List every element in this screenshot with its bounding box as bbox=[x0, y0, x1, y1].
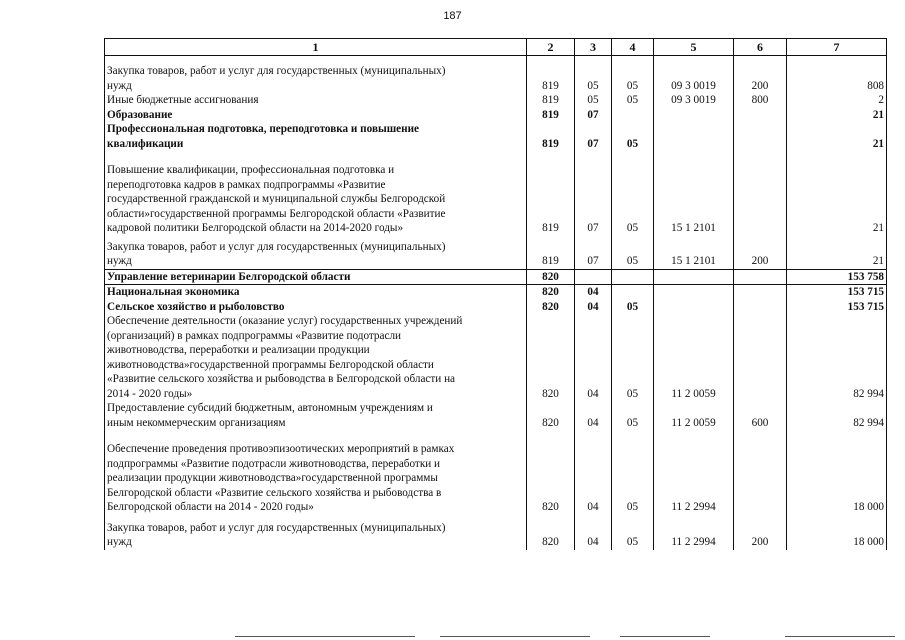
name-cell bbox=[105, 56, 527, 94]
table-body bbox=[105, 56, 887, 550]
name-cell bbox=[105, 285, 527, 300]
name-line: животноводства, переработки и реализации продукции bbox=[107, 344, 370, 356]
table-row bbox=[105, 93, 887, 108]
amount-cell: 21 bbox=[787, 151, 887, 236]
table-row bbox=[105, 269, 887, 285]
column-header-6: 6 bbox=[734, 39, 787, 56]
subsection-code-cell: 05 bbox=[612, 300, 654, 315]
section-code-cell: 07 bbox=[575, 236, 612, 270]
page-number: 187 bbox=[443, 10, 462, 22]
target-article-cell: 15 1 2101 bbox=[654, 236, 734, 270]
target-article-cell: 09 3 0019 bbox=[654, 93, 734, 108]
name-line: (организаций) в рамках подпрограммы «Развитие подотрасли bbox=[107, 329, 402, 342]
column-header-7: 7 bbox=[787, 39, 887, 56]
section-code-cell bbox=[575, 269, 612, 285]
name-line: нужд bbox=[107, 536, 132, 548]
name-cell bbox=[105, 430, 527, 515]
subsection-code-cell: 05 bbox=[612, 430, 654, 515]
admin-code-cell: 820 bbox=[527, 401, 575, 430]
name-line: квалификации bbox=[107, 137, 184, 150]
expense-type-cell bbox=[734, 300, 787, 315]
name-line: Национальная экономика bbox=[107, 286, 240, 298]
section-code-cell: 07 bbox=[575, 108, 612, 123]
name-line: Образование bbox=[107, 108, 173, 121]
amount-cell: 21 bbox=[787, 122, 887, 151]
subsection-code-cell bbox=[612, 285, 654, 300]
name-line: животноводства»государственной программы Белгородской области bbox=[107, 358, 434, 371]
subsection-code-cell: 05 bbox=[612, 151, 654, 236]
name-line: государственной гражданской и муниципальной службы Белгородской bbox=[107, 193, 446, 205]
subsection-code-cell: 05 bbox=[612, 122, 654, 151]
section-code-cell: 05 bbox=[575, 93, 612, 108]
name-cell bbox=[105, 93, 527, 108]
name-cell bbox=[105, 108, 527, 123]
subsection-code-cell: 05 bbox=[612, 236, 654, 270]
admin-code-cell: 819 bbox=[527, 151, 575, 236]
subsection-code-cell bbox=[612, 108, 654, 123]
amount-cell: 808 bbox=[787, 56, 887, 94]
table-row bbox=[105, 151, 887, 236]
amount-cell: 153 715 bbox=[787, 300, 887, 315]
admin-code-cell: 820 bbox=[527, 314, 575, 401]
name-line: нужд bbox=[107, 255, 132, 267]
table-row bbox=[105, 56, 887, 94]
name-line: Закупка товаров, работ и услуг для государственных (муниципальных) bbox=[107, 65, 446, 77]
name-line: подпрограммы «Развитие подотрасли животноводства, переработки и bbox=[107, 457, 441, 470]
amount-cell: 21 bbox=[787, 108, 887, 123]
admin-code-cell: 819 bbox=[527, 93, 575, 108]
section-code-cell: 04 bbox=[575, 314, 612, 401]
expense-type-cell bbox=[734, 269, 787, 285]
expense-type-cell bbox=[734, 314, 787, 401]
name-line: кадровой политики Белгородской области на 2014-2020 годы» bbox=[107, 222, 404, 234]
subsection-code-cell bbox=[612, 269, 654, 285]
target-article-cell bbox=[654, 108, 734, 123]
column-header-1: 1 bbox=[105, 39, 527, 56]
subsection-code-cell: 05 bbox=[612, 515, 654, 550]
section-code-cell: 07 bbox=[575, 151, 612, 236]
expense-type-cell: 200 bbox=[734, 56, 787, 94]
header-row bbox=[105, 39, 887, 56]
subsection-code-cell: 05 bbox=[612, 401, 654, 430]
section-code-cell: 04 bbox=[575, 515, 612, 550]
scan-artifact-line bbox=[235, 636, 415, 637]
admin-code-cell: 820 bbox=[527, 269, 575, 285]
column-header-2: 2 bbox=[527, 39, 575, 56]
budget-table bbox=[104, 38, 887, 550]
column-header-4: 4 bbox=[612, 39, 654, 56]
expense-type-cell bbox=[734, 285, 787, 300]
subsection-code-cell: 05 bbox=[612, 314, 654, 401]
admin-code-cell: 820 bbox=[527, 515, 575, 550]
admin-code-cell: 820 bbox=[527, 430, 575, 515]
name-line: Иные бюджетные ассигнования bbox=[107, 94, 259, 106]
name-line: реализации продукции животноводства»государственной программы bbox=[107, 472, 438, 484]
table-row bbox=[105, 285, 887, 300]
target-article-cell bbox=[654, 300, 734, 315]
table-row bbox=[105, 401, 887, 430]
amount-cell: 18 000 bbox=[787, 515, 887, 550]
target-article-cell bbox=[654, 285, 734, 300]
expense-type-cell: 600 bbox=[734, 401, 787, 430]
section-code-cell: 04 bbox=[575, 300, 612, 315]
admin-code-cell: 819 bbox=[527, 236, 575, 270]
name-line: переподготовка кадров в рамках подпрограммы «Развитие bbox=[107, 178, 386, 191]
name-line: области»государственной программы Белгородской области «Развитие bbox=[107, 207, 446, 220]
target-article-cell: 09 3 0019 bbox=[654, 56, 734, 94]
target-article-cell: 11 2 0059 bbox=[654, 401, 734, 430]
name-cell bbox=[105, 300, 527, 315]
expense-type-cell: 200 bbox=[734, 515, 787, 550]
amount-cell: 82 994 bbox=[787, 314, 887, 401]
scan-artifact-line bbox=[785, 636, 895, 637]
expense-type-cell: 800 bbox=[734, 93, 787, 108]
amount-cell: 2 bbox=[787, 93, 887, 108]
expense-type-cell bbox=[734, 108, 787, 123]
name-line: иным некоммерческим организациям bbox=[107, 416, 286, 429]
expense-type-cell bbox=[734, 430, 787, 515]
name-line: «Развитие сельского хозяйства и рыбоводства в Белгородской области на bbox=[107, 373, 456, 385]
admin-code-cell: 820 bbox=[527, 285, 575, 300]
amount-cell: 153 758 bbox=[787, 269, 887, 285]
subsection-code-cell: 05 bbox=[612, 93, 654, 108]
table-row bbox=[105, 236, 887, 270]
column-header-3: 3 bbox=[575, 39, 612, 56]
admin-code-cell: 819 bbox=[527, 122, 575, 151]
name-line: Повышение квалификации, профессиональная подготовка и bbox=[107, 164, 395, 176]
name-cell bbox=[105, 515, 527, 550]
admin-code-cell: 819 bbox=[527, 56, 575, 94]
expense-type-cell: 200 bbox=[734, 236, 787, 270]
expense-type-cell bbox=[734, 122, 787, 151]
section-code-cell: 04 bbox=[575, 401, 612, 430]
name-line: Закупка товаров, работ и услуг для государственных (муниципальных) bbox=[107, 240, 446, 253]
name-line: Белгородской области на 2014 - 2020 годы» bbox=[107, 501, 314, 513]
name-cell bbox=[105, 269, 527, 285]
subsection-code-cell: 05 bbox=[612, 56, 654, 94]
scan-artifact-line bbox=[440, 636, 590, 637]
name-line: нужд bbox=[107, 79, 132, 92]
section-code-cell: 05 bbox=[575, 56, 612, 94]
table-row bbox=[105, 122, 887, 151]
name-cell bbox=[105, 314, 527, 401]
name-line: Закупка товаров, работ и услуг для государственных (муниципальных) bbox=[107, 521, 446, 534]
target-article-cell: 11 2 2994 bbox=[654, 515, 734, 550]
name-cell bbox=[105, 236, 527, 270]
amount-cell: 21 bbox=[787, 236, 887, 270]
name-cell bbox=[105, 122, 527, 151]
admin-code-cell: 819 bbox=[527, 108, 575, 123]
target-article-cell: 11 2 2994 bbox=[654, 430, 734, 515]
table-row bbox=[105, 300, 887, 315]
amount-cell: 153 715 bbox=[787, 285, 887, 300]
scan-artifact-line bbox=[620, 636, 710, 637]
name-line: Управление ветеринарии Белгородской области bbox=[107, 270, 351, 283]
target-article-cell bbox=[654, 269, 734, 285]
name-line: 2014 - 2020 годы» bbox=[107, 387, 193, 400]
amount-cell: 82 994 bbox=[787, 401, 887, 430]
target-article-cell bbox=[654, 122, 734, 151]
section-code-cell: 04 bbox=[575, 430, 612, 515]
target-article-cell: 11 2 0059 bbox=[654, 314, 734, 401]
name-line: Предоставление субсидий бюджетным, автономным учреждениям и bbox=[107, 402, 433, 414]
name-cell bbox=[105, 401, 527, 430]
table-row bbox=[105, 515, 887, 550]
table-row bbox=[105, 430, 887, 515]
name-line: Профессиональная подготовка, переподготовка и повышение bbox=[107, 123, 419, 135]
table-row bbox=[105, 108, 887, 123]
amount-cell: 18 000 bbox=[787, 430, 887, 515]
name-line: Сельское хозяйство и рыболовство bbox=[107, 300, 285, 313]
section-code-cell: 07 bbox=[575, 122, 612, 151]
name-cell bbox=[105, 151, 527, 236]
admin-code-cell: 820 bbox=[527, 300, 575, 315]
column-header-5: 5 bbox=[654, 39, 734, 56]
table-row bbox=[105, 314, 887, 401]
name-line: Белгородской области «Развитие сельского хозяйства и рыбоводства в bbox=[107, 486, 442, 499]
expense-type-cell bbox=[734, 151, 787, 236]
section-code-cell: 04 bbox=[575, 285, 612, 300]
target-article-cell: 15 1 2101 bbox=[654, 151, 734, 236]
name-line: Обеспечение проведения противоэпизоотических мероприятий в рамках bbox=[107, 443, 455, 455]
name-line: Обеспечение деятельности (оказание услуг) государственных учреждений bbox=[107, 315, 463, 327]
